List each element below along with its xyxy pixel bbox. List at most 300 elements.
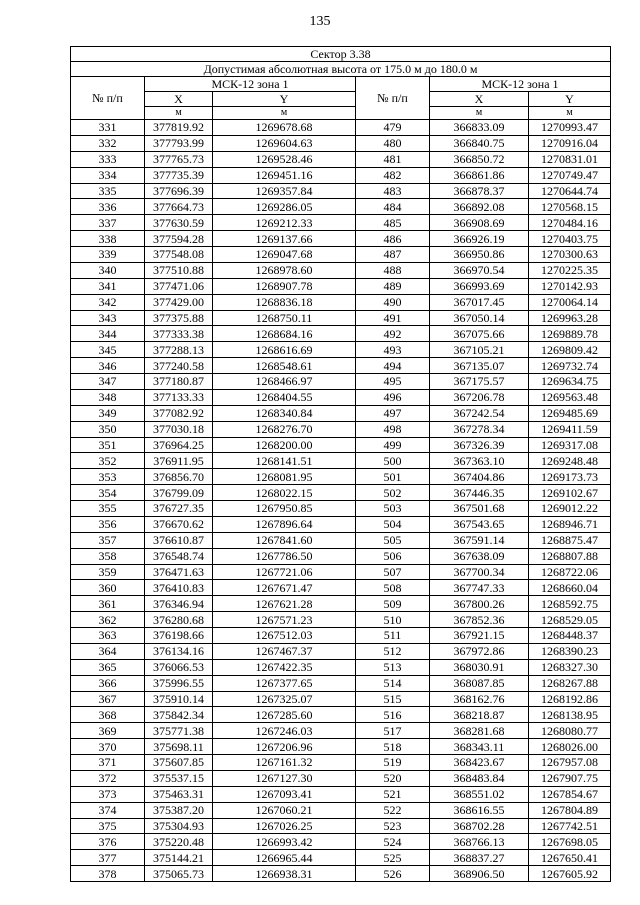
y-value-right: 1268807.88 [529,548,611,564]
table-row [71,834,611,850]
y-header-right: Y [529,92,611,107]
x-value-right: 367075.66 [430,326,529,342]
point-number-left: 340 [71,262,145,278]
y-value-right: 1270142.93 [529,278,611,294]
table-row [71,786,611,802]
table-row [71,247,611,263]
point-number-left: 364 [71,643,145,659]
x-value-right: 368702.28 [430,818,529,834]
x-value-right: 367800.26 [430,596,529,612]
y-value-left: 1267896.64 [213,516,356,532]
point-number-left: 367 [71,691,145,707]
point-number-left: 348 [71,389,145,405]
y-value-right: 1270064.14 [529,294,611,310]
page-number: 135 [309,14,331,29]
system-header-right: МСК-12 зона 1 [430,77,611,92]
y-value-right: 1267854.67 [529,786,611,802]
y-value-left: 1267671.47 [213,580,356,596]
point-number-left: 369 [71,723,145,739]
y-value-right: 1268390.23 [529,643,611,659]
point-number-left: 363 [71,628,145,644]
y-value-left: 1267325.07 [213,691,356,707]
x-header-right: X [430,92,529,107]
x-value-left: 375144.21 [145,850,213,866]
y-value-left: 1268276.70 [213,421,356,437]
y-header-left: Y [213,92,356,107]
y-value-right: 1267804.89 [529,802,611,818]
point-number-left: 371 [71,755,145,771]
point-number-left: 356 [71,516,145,532]
x-value-right: 368162.76 [430,691,529,707]
y-value-right: 1268529.05 [529,612,611,628]
table-row [71,183,611,199]
point-number-left: 357 [71,532,145,548]
point-number-right: 484 [356,199,430,215]
x-value-left: 377240.58 [145,358,213,374]
table-row [71,278,611,294]
point-number-left: 375 [71,818,145,834]
y-value-right: 1268267.88 [529,675,611,691]
point-number-left: 350 [71,421,145,437]
point-number-left: 358 [71,548,145,564]
point-number-left: 341 [71,278,145,294]
x-value-left: 376670.62 [145,516,213,532]
y-value-right: 1269485.69 [529,405,611,421]
point-number-left: 362 [71,612,145,628]
x-value-right: 367206.78 [430,389,529,405]
x-value-right: 368030.91 [430,659,529,675]
y-value-left: 1268836.18 [213,294,356,310]
y-value-left: 1267841.60 [213,532,356,548]
point-number-right: 520 [356,770,430,786]
x-value-left: 377133.33 [145,389,213,405]
x-value-right: 367543.65 [430,516,529,532]
point-number-right: 509 [356,596,430,612]
point-number-right: 495 [356,374,430,390]
y-value-left: 1269357.84 [213,183,356,199]
point-number-right: 480 [356,135,430,151]
x-value-right: 367591.14 [430,532,529,548]
y-value-left: 1267377.65 [213,675,356,691]
point-number-right: 485 [356,215,430,231]
x-value-right: 367921.15 [430,628,529,644]
y-value-right: 1270831.01 [529,151,611,167]
x-value-right: 368616.55 [430,802,529,818]
x-value-right: 366950.86 [430,247,529,263]
point-number-right: 518 [356,739,430,755]
height-caption: Допустимая абсолютная высота от 175.0 м до 180.0 м [71,62,611,77]
point-number-right: 514 [356,675,430,691]
point-number-right: 524 [356,834,430,850]
unit-y-right: м [529,107,611,120]
x-value-right: 366878.37 [430,183,529,199]
point-number-left: 347 [71,374,145,390]
x-value-right: 368837.27 [430,850,529,866]
x-value-left: 377180.87 [145,374,213,390]
x-value-left: 375996.55 [145,675,213,691]
y-value-right: 1269012.22 [529,501,611,517]
x-value-left: 376548.74 [145,548,213,564]
num-header-right: № п/п [356,77,430,120]
point-number-right: 522 [356,802,430,818]
x-value-right: 367017.45 [430,294,529,310]
y-value-right: 1269563.48 [529,389,611,405]
x-value-left: 377630.59 [145,215,213,231]
table-row [71,358,611,374]
point-number-left: 344 [71,326,145,342]
y-value-left: 1267467.37 [213,643,356,659]
x-value-left: 377333.38 [145,326,213,342]
y-value-left: 1268548.61 [213,358,356,374]
point-number-right: 512 [356,643,430,659]
y-value-left: 1268466.97 [213,374,356,390]
x-value-left: 377288.13 [145,342,213,358]
x-value-right: 367638.09 [430,548,529,564]
y-value-right: 1268026.00 [529,739,611,755]
point-number-right: 490 [356,294,430,310]
y-value-right: 1268138.95 [529,707,611,723]
y-value-left: 1269047.68 [213,247,356,263]
table-row [71,310,611,326]
table-row [71,294,611,310]
table-row [71,501,611,517]
point-number-left: 377 [71,850,145,866]
y-value-right: 1270225.35 [529,262,611,278]
point-number-right: 516 [356,707,430,723]
y-value-right: 1269732.74 [529,358,611,374]
table-row [71,691,611,707]
x-value-left: 376911.95 [145,453,213,469]
point-number-right: 483 [356,183,430,199]
point-number-right: 498 [356,421,430,437]
table-row [71,707,611,723]
y-value-left: 1267093.41 [213,786,356,802]
point-number-right: 510 [356,612,430,628]
x-value-right: 367242.54 [430,405,529,421]
x-value-left: 376134.16 [145,643,213,659]
point-number-right: 521 [356,786,430,802]
point-number-right: 482 [356,167,430,183]
x-value-right: 367135.07 [430,358,529,374]
x-value-left: 377735.39 [145,167,213,183]
x-value-right: 367363.10 [430,453,529,469]
y-value-right: 1268192.86 [529,691,611,707]
table-row [71,485,611,501]
point-number-right: 501 [356,469,430,485]
point-number-left: 345 [71,342,145,358]
point-number-right: 492 [356,326,430,342]
y-value-left: 1268907.78 [213,278,356,294]
x-value-right: 367326.39 [430,437,529,453]
point-number-right: 523 [356,818,430,834]
table-row [71,453,611,469]
y-value-right: 1269809.42 [529,342,611,358]
y-value-left: 1266965.44 [213,850,356,866]
x-value-right: 367446.35 [430,485,529,501]
table-row [71,120,611,136]
x-value-right: 366861.86 [430,167,529,183]
table-row [71,866,611,882]
x-value-right: 368218.87 [430,707,529,723]
y-value-left: 1268022.15 [213,485,356,501]
point-number-left: 338 [71,231,145,247]
y-value-right: 1270993.47 [529,120,611,136]
unit-y-left: м [213,107,356,120]
x-value-right: 366926.19 [430,231,529,247]
point-number-right: 479 [356,120,430,136]
table-row [71,802,611,818]
x-value-right: 368423.67 [430,755,529,771]
point-number-left: 354 [71,485,145,501]
num-header-left: № п/п [71,77,145,120]
x-value-left: 375537.15 [145,770,213,786]
x-value-right: 366850.72 [430,151,529,167]
table-row [71,199,611,215]
table-row [71,421,611,437]
y-value-right: 1267650.41 [529,850,611,866]
table-row [71,564,611,580]
y-value-left: 1267786.50 [213,548,356,564]
point-number-left: 343 [71,310,145,326]
y-value-left: 1269528.46 [213,151,356,167]
x-value-left: 375387.20 [145,802,213,818]
point-number-right: 525 [356,850,430,866]
point-number-left: 355 [71,501,145,517]
table-row [71,755,611,771]
point-number-left: 335 [71,183,145,199]
x-value-right: 367175.57 [430,374,529,390]
point-number-right: 506 [356,548,430,564]
table-row [71,612,611,628]
y-value-left: 1268081.95 [213,469,356,485]
y-value-left: 1267060.21 [213,802,356,818]
x-value-right: 368087.85 [430,675,529,691]
y-value-right: 1269317.08 [529,437,611,453]
x-value-left: 377765.73 [145,151,213,167]
point-number-left: 351 [71,437,145,453]
x-value-left: 377082.92 [145,405,213,421]
y-value-right: 1268448.37 [529,628,611,644]
x-value-right: 366833.09 [430,120,529,136]
x-value-left: 377471.06 [145,278,213,294]
point-number-left: 361 [71,596,145,612]
table-row [71,326,611,342]
point-number-left: 331 [71,120,145,136]
y-value-left: 1268978.60 [213,262,356,278]
unit-x-left: м [145,107,213,120]
x-value-right: 367747.33 [430,580,529,596]
x-value-left: 377510.88 [145,262,213,278]
system-header-left: МСК-12 зона 1 [145,77,356,92]
y-value-left: 1268141.51 [213,453,356,469]
table-row [71,739,611,755]
x-value-left: 377030.18 [145,421,213,437]
unit-x-right: м [430,107,529,120]
x-value-right: 367050.14 [430,310,529,326]
point-number-left: 342 [71,294,145,310]
y-value-left: 1269212.33 [213,215,356,231]
y-value-right: 1267957.08 [529,755,611,771]
x-value-left: 376198.66 [145,628,213,644]
y-value-left: 1267721.06 [213,564,356,580]
x-value-left: 375304.93 [145,818,213,834]
y-value-left: 1267422.35 [213,659,356,675]
x-value-left: 376856.70 [145,469,213,485]
y-value-right: 1270300.63 [529,247,611,263]
x-value-left: 377594.28 [145,231,213,247]
table-row [71,628,611,644]
point-number-right: 488 [356,262,430,278]
point-number-right: 505 [356,532,430,548]
table-row [71,723,611,739]
y-value-left: 1266993.42 [213,834,356,850]
point-number-left: 374 [71,802,145,818]
y-value-left: 1268616.69 [213,342,356,358]
y-value-left: 1267246.03 [213,723,356,739]
point-number-right: 517 [356,723,430,739]
x-value-left: 375607.85 [145,755,213,771]
point-number-right: 526 [356,866,430,882]
point-number-right: 500 [356,453,430,469]
table-row [71,596,611,612]
table-row [71,342,611,358]
y-value-right: 1269889.78 [529,326,611,342]
x-value-left: 377429.00 [145,294,213,310]
x-value-right: 366892.08 [430,199,529,215]
table-row [71,818,611,834]
table-body [71,120,611,882]
x-value-left: 375842.34 [145,707,213,723]
x-value-right: 368483.84 [430,770,529,786]
point-number-right: 481 [356,151,430,167]
x-value-right: 368551.02 [430,786,529,802]
table-row [71,262,611,278]
point-number-left: 378 [71,866,145,882]
y-value-left: 1268684.16 [213,326,356,342]
x-header-left: X [145,92,213,107]
point-number-left: 333 [71,151,145,167]
x-value-right: 367700.34 [430,564,529,580]
y-value-left: 1268340.84 [213,405,356,421]
y-value-right: 1270644.74 [529,183,611,199]
y-value-left: 1269451.16 [213,167,356,183]
point-number-right: 511 [356,628,430,644]
point-number-left: 365 [71,659,145,675]
point-number-left: 372 [71,770,145,786]
point-number-left: 360 [71,580,145,596]
y-value-left: 1267950.85 [213,501,356,517]
x-value-left: 376799.09 [145,485,213,501]
x-value-left: 377664.73 [145,199,213,215]
point-number-right: 497 [356,405,430,421]
y-value-left: 1269604.63 [213,135,356,151]
x-value-right: 366840.75 [430,135,529,151]
x-value-left: 375698.11 [145,739,213,755]
point-number-right: 487 [356,247,430,263]
x-value-left: 375220.48 [145,834,213,850]
table-row [71,675,611,691]
y-value-left: 1267161.32 [213,755,356,771]
y-value-right: 1270484.16 [529,215,611,231]
y-value-right: 1268722.06 [529,564,611,580]
point-number-left: 370 [71,739,145,755]
x-value-left: 377793.99 [145,135,213,151]
point-number-left: 337 [71,215,145,231]
y-value-right: 1270916.04 [529,135,611,151]
point-number-left: 339 [71,247,145,263]
y-value-left: 1268750.11 [213,310,356,326]
y-value-left: 1267621.28 [213,596,356,612]
point-number-right: 519 [356,755,430,771]
y-value-right: 1268327.30 [529,659,611,675]
y-value-right: 1269248.48 [529,453,611,469]
y-value-left: 1267571.23 [213,612,356,628]
x-value-right: 367278.34 [430,421,529,437]
point-number-right: 502 [356,485,430,501]
y-value-left: 1266938.31 [213,866,356,882]
table-row [71,516,611,532]
x-value-right: 367105.21 [430,342,529,358]
point-number-right: 489 [356,278,430,294]
x-value-left: 376727.35 [145,501,213,517]
y-value-left: 1269286.05 [213,199,356,215]
point-number-left: 349 [71,405,145,421]
table-row [71,151,611,167]
x-value-left: 376964.25 [145,437,213,453]
table-row [71,469,611,485]
y-value-right: 1268080.77 [529,723,611,739]
y-value-right: 1267907.75 [529,770,611,786]
x-value-left: 376610.87 [145,532,213,548]
point-number-right: 513 [356,659,430,675]
y-value-left: 1267127.30 [213,770,356,786]
point-number-left: 352 [71,453,145,469]
y-value-right: 1268946.71 [529,516,611,532]
point-number-right: 503 [356,501,430,517]
point-number-left: 334 [71,167,145,183]
y-value-right: 1268660.04 [529,580,611,596]
table-row [71,167,611,183]
table-row [71,643,611,659]
y-value-right: 1267698.05 [529,834,611,850]
y-value-right: 1270749.47 [529,167,611,183]
x-value-left: 377375.88 [145,310,213,326]
point-number-right: 504 [356,516,430,532]
x-value-left: 375463.31 [145,786,213,802]
x-value-right: 367972.86 [430,643,529,659]
point-number-right: 508 [356,580,430,596]
coordinates-table [70,46,611,882]
table-row [71,850,611,866]
x-value-left: 377548.08 [145,247,213,263]
point-number-right: 499 [356,437,430,453]
x-value-left: 376280.68 [145,612,213,628]
y-value-left: 1268404.55 [213,389,356,405]
x-value-right: 368766.13 [430,834,529,850]
y-value-left: 1269678.68 [213,120,356,136]
y-value-right: 1269634.75 [529,374,611,390]
y-value-right: 1269102.67 [529,485,611,501]
table-row [71,659,611,675]
point-number-left: 373 [71,786,145,802]
point-number-left: 366 [71,675,145,691]
x-value-right: 367404.86 [430,469,529,485]
point-number-left: 368 [71,707,145,723]
y-value-right: 1267605.92 [529,866,611,882]
x-value-left: 375910.14 [145,691,213,707]
y-value-right: 1269411.59 [529,421,611,437]
point-number-left: 359 [71,564,145,580]
